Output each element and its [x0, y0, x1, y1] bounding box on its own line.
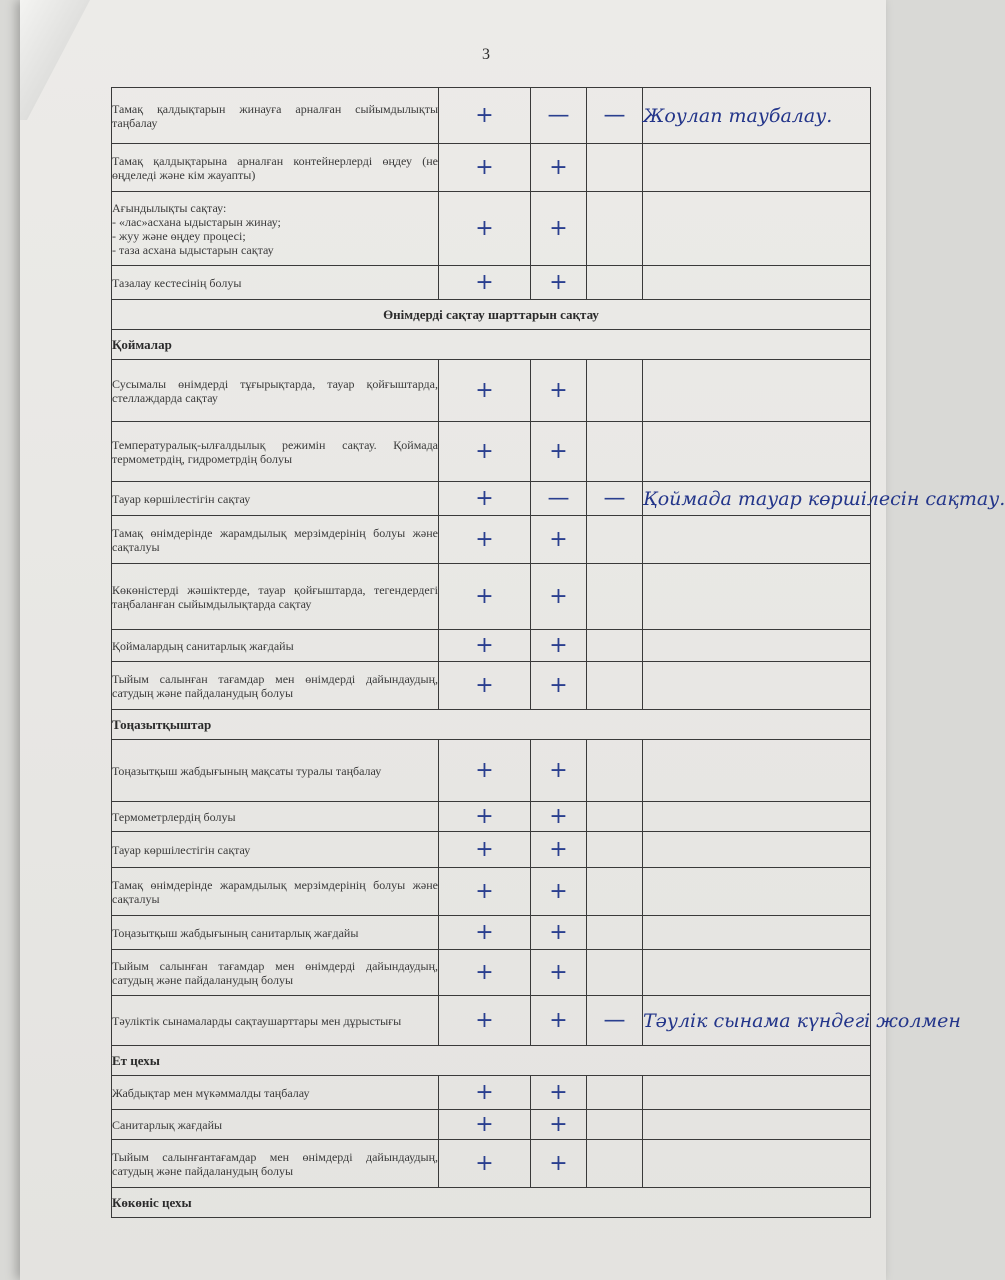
- mark-column-2: +: [531, 266, 587, 300]
- mark-column-3: [587, 516, 643, 564]
- mark-column-2: +: [531, 144, 587, 192]
- handwritten-comment: Тәулік сынама күндегі жолмен: [643, 996, 871, 1046]
- requirement-text: Тауар көршілестігін сақтау: [112, 832, 439, 868]
- mark-column-2: +: [531, 868, 587, 916]
- mark-column-1: +: [439, 868, 531, 916]
- mark-column-2: +: [531, 564, 587, 630]
- requirement-text: Тамақ өнімдерінде жарамдылық мерзімдерінің болуы және сақталуы: [112, 516, 439, 564]
- mark-column-3: [587, 192, 643, 266]
- handwritten-comment: [643, 192, 871, 266]
- mark-column-3: [587, 630, 643, 662]
- handwritten-comment: [643, 564, 871, 630]
- handwritten-comment: [643, 422, 871, 482]
- handwritten-comment: [643, 868, 871, 916]
- checklist-row: [112, 662, 871, 710]
- mark-column-1: +: [439, 1110, 531, 1140]
- requirement-text: Тоңазытқыш жабдығының санитарлық жағдайы: [112, 916, 439, 950]
- mark-column-1: +: [439, 950, 531, 996]
- requirement-text: Тыйым салынған тағамдар мен өнімдерді дайындаудың, сатудың және пайдаланудың болуы: [112, 662, 439, 710]
- inspection-checklist-table: [111, 87, 1005, 1218]
- checklist-row: [112, 422, 871, 482]
- checklist-row: [112, 516, 871, 564]
- handwritten-comment: [643, 1140, 871, 1188]
- mark-column-1: +: [439, 740, 531, 802]
- requirement-text: Жабдықтар мен мүкәммалды таңбалау: [112, 1076, 439, 1110]
- page-curl: [20, 0, 90, 120]
- mark-column-1: +: [439, 916, 531, 950]
- mark-column-1: +: [439, 482, 531, 516]
- mark-column-1: +: [439, 88, 531, 144]
- mark-column-1: +: [439, 360, 531, 422]
- mark-column-2: +: [531, 360, 587, 422]
- requirement-text: Тоңазытқыш жабдығының мақсаты туралы таңбалау: [112, 740, 439, 802]
- checklist-row: [112, 916, 871, 950]
- mark-column-2: —: [531, 482, 587, 516]
- mark-column-2: +: [531, 916, 587, 950]
- mark-column-3: [587, 266, 643, 300]
- requirement-text: Қоймалардың санитарлық жағдайы: [112, 630, 439, 662]
- subsection-title: Қоймалар: [112, 330, 871, 360]
- mark-column-1: +: [439, 662, 531, 710]
- mark-column-1: +: [439, 1140, 531, 1188]
- mark-column-2: +: [531, 192, 587, 266]
- checklist-row: [112, 802, 871, 832]
- checklist-row: [112, 88, 871, 144]
- mark-column-2: +: [531, 1140, 587, 1188]
- mark-column-3: [587, 1110, 643, 1140]
- subsection-header-row: [112, 710, 871, 740]
- requirement-text: Тамақ қалдықтарын жинауға арналған сыйымдылықты таңбалау: [112, 88, 439, 144]
- mark-column-2: —: [531, 88, 587, 144]
- mark-column-3: [587, 1076, 643, 1110]
- handwritten-comment: [643, 832, 871, 868]
- mark-column-3: —: [587, 88, 643, 144]
- checklist-body: [112, 88, 1005, 1218]
- mark-column-3: [587, 950, 643, 996]
- requirement-text: Санитарлық жағдайы: [112, 1110, 439, 1140]
- checklist-row: [112, 1076, 871, 1110]
- handwritten-comment: [643, 144, 871, 192]
- mark-column-3: [587, 564, 643, 630]
- mark-column-3: [587, 662, 643, 710]
- handwritten-comment: [643, 740, 871, 802]
- requirement-text: Сусымалы өнімдерді тұғырықтарда, тауар қойғыштарда, стеллаждарда сақтау: [112, 360, 439, 422]
- requirement-text: Тауар көршілестігін сақтау: [112, 482, 439, 516]
- handwritten-comment: [643, 802, 871, 832]
- mark-column-1: +: [439, 996, 531, 1046]
- checklist-row: [112, 832, 871, 868]
- mark-column-2: +: [531, 950, 587, 996]
- requirement-text: Термометрлердің болуы: [112, 802, 439, 832]
- checklist-row: [112, 192, 871, 266]
- handwritten-comment: Қоймада тауар көршілесін сақтау.: [643, 482, 871, 516]
- requirement-text: Тыйым салынғантағамдар мен өнімдерді дайындаудың, сатудың және пайдаланудың болуы: [112, 1140, 439, 1188]
- subsection-header-row: [112, 1046, 871, 1076]
- checklist-row: [112, 996, 871, 1046]
- mark-column-3: [587, 144, 643, 192]
- mark-column-1: +: [439, 832, 531, 868]
- mark-column-1: +: [439, 422, 531, 482]
- handwritten-comment: [643, 266, 871, 300]
- requirement-text: Тамақ қалдықтарына арналған контейнерлерді өңдеу (не өңделеді және кім жауапты): [112, 144, 439, 192]
- handwritten-comment: [643, 360, 871, 422]
- mark-column-3: [587, 740, 643, 802]
- mark-column-1: +: [439, 144, 531, 192]
- requirement-text: Көкөністерді жәшіктерде, тауар қойғыштарда, тегендердегі таңбаланған сыйымдылықтарда сақтау: [112, 564, 439, 630]
- mark-column-3: [587, 802, 643, 832]
- mark-column-3: —: [587, 482, 643, 516]
- mark-column-1: +: [439, 1076, 531, 1110]
- mark-column-2: +: [531, 802, 587, 832]
- requirement-text: Тәуліктік сынамаларды сақтаушарттары мен дұрыстығы: [112, 996, 439, 1046]
- handwritten-comment: [643, 950, 871, 996]
- mark-column-3: [587, 422, 643, 482]
- subsection-header-row: [112, 330, 871, 360]
- mark-column-2: +: [531, 1110, 587, 1140]
- mark-column-2: +: [531, 996, 587, 1046]
- checklist-row: [112, 1110, 871, 1140]
- checklist-row: [112, 144, 871, 192]
- mark-column-3: [587, 832, 643, 868]
- document-page: [20, 0, 1005, 1280]
- checklist-row: [112, 740, 871, 802]
- mark-column-3: [587, 868, 643, 916]
- subsection-title: Ет цехы: [112, 1046, 871, 1076]
- checklist-row: [112, 266, 871, 300]
- mark-column-1: +: [439, 564, 531, 630]
- mark-column-2: +: [531, 832, 587, 868]
- mark-column-1: +: [439, 802, 531, 832]
- requirement-text: Температуралық-ылғалдылық режимін сақтау. Қоймада термометрдің, гидрометрдің болуы: [112, 422, 439, 482]
- section-header-row: [112, 300, 871, 330]
- subsection-title: Тоңазытқыштар: [112, 710, 871, 740]
- handwritten-comment: [643, 916, 871, 950]
- mark-column-2: +: [531, 1076, 587, 1110]
- mark-column-3: [587, 1140, 643, 1188]
- checklist-row: [112, 360, 871, 422]
- mark-column-1: +: [439, 266, 531, 300]
- checklist-row: [112, 1140, 871, 1188]
- mark-column-3: [587, 916, 643, 950]
- mark-column-3: —: [587, 996, 643, 1046]
- mark-column-2: +: [531, 662, 587, 710]
- requirement-text: Тыйым салынған тағамдар мен өнімдерді дайындаудың, сатудың және пайдаланудың болуы: [112, 950, 439, 996]
- mark-column-1: +: [439, 630, 531, 662]
- mark-column-2: +: [531, 740, 587, 802]
- handwritten-comment: [643, 1076, 871, 1110]
- subsection-header-row: [112, 1188, 871, 1218]
- mark-column-1: +: [439, 516, 531, 564]
- page-number: 3: [482, 46, 490, 63]
- checklist-row: [112, 868, 871, 916]
- mark-column-2: +: [531, 630, 587, 662]
- requirement-text: Ағындылықты сақтау: - «лас»асхана ыдыстарын жинау; - жуу және өңдеу процесі; - таза асхана ыдыстарын сақтау: [112, 192, 439, 266]
- handwritten-comment: [643, 630, 871, 662]
- mark-column-2: +: [531, 516, 587, 564]
- requirement-text: Тамақ өнімдерінде жарамдылық мерзімдерінің болуы және сақталуы: [112, 868, 439, 916]
- handwritten-comment: [643, 1110, 871, 1140]
- checklist-row: [112, 630, 871, 662]
- subsection-title: Көкөніс цехы: [112, 1188, 871, 1218]
- checklist-row: [112, 482, 871, 516]
- checklist-row: [112, 564, 871, 630]
- requirement-text: Тазалау кестесінің болуы: [112, 266, 439, 300]
- mark-column-1: +: [439, 192, 531, 266]
- section-title: Өнімдерді сақтау шарттарын сақтау: [112, 300, 871, 330]
- handwritten-comment: [643, 662, 871, 710]
- handwritten-comment: Жоулап таубалау.: [643, 88, 871, 144]
- mark-column-3: [587, 360, 643, 422]
- handwritten-comment: [643, 516, 871, 564]
- mark-column-2: +: [531, 422, 587, 482]
- checklist-row: [112, 950, 871, 996]
